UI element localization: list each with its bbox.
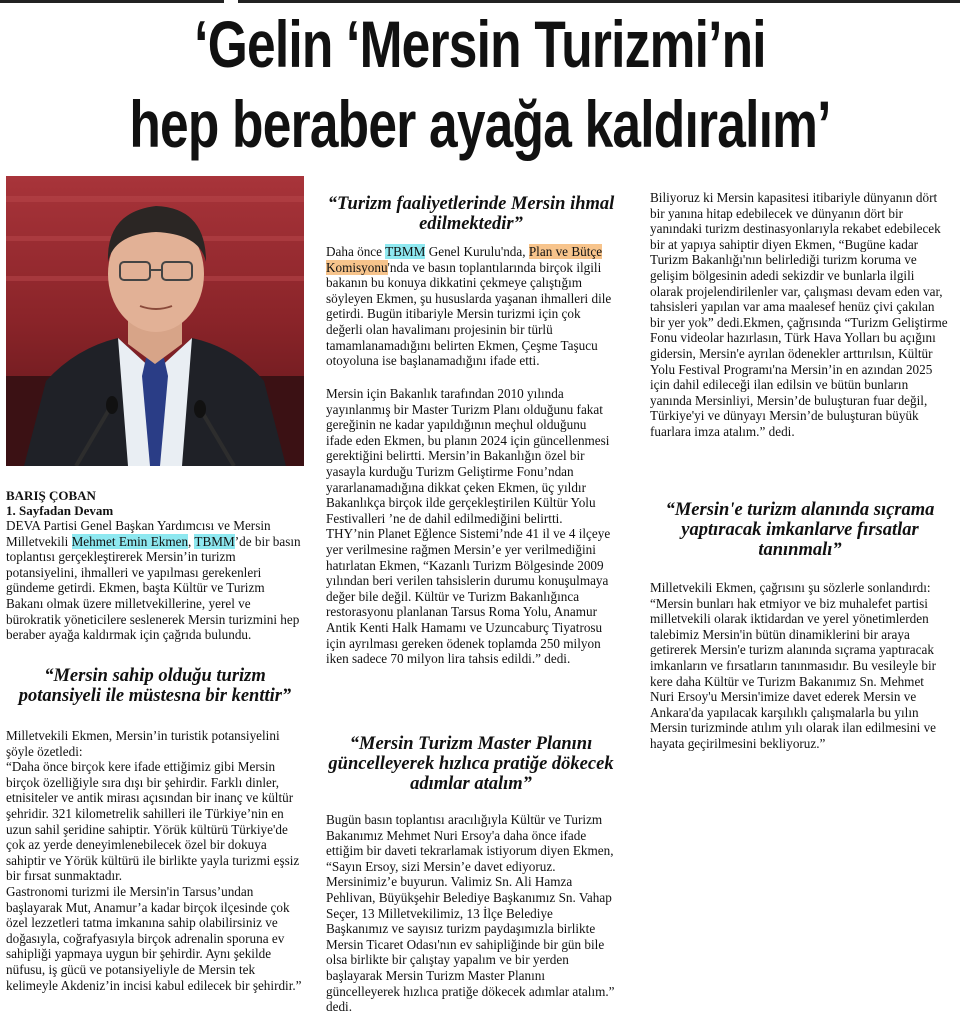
col2-text-b: Genel Kurulu'nda, [425,244,529,259]
col3-bottom: Milletvekili Ekmen, çağrısını şu sözlerle sonlandırdı: “Mersin bunları hak etmiyor ve biz muhalefet partisi milletvekili olarak iktidardan ve yerel yönetimlerden talebimiz Mersin'in bütün dinamiklerini bir araya getirerek Mersin'e turizm alanında sıçrama yaptıracak imkanların ve fırsatların tanınmasıdır. Bu vesileyle bir kere daha Kültür ve Turizm Bakanımız Sn. Mehmet Nuri Ersoy'u Mersin'imize davet ederek Mersin ve Ankara'da yapılacak karşılıklı çalışmalarla bu yılın Mersin turizminde atılım yılı olarak ilan edilmesini ve hayata geçirilmesini bekliyoruz.” [650,580,937,751]
col1-body: Milletvekili Ekmen, Mersin’in turistik potansiyelini şöyle özetledi: “Daha önce birçok kere ifade ettiğimiz gibi Mersin birçok özelliğiyle sıra dışı bir şehirdir. Farklı dinler, etnisiteler ve antik mirası açısından bir inanç ve kültür şehridir. 321 kilometrelik sahilleri ile Türkiye’nin en uzun sahil şeridine sahiptir. Yörük kültürü Türkiye'de çok az yerde deneyimlenebilecek özel bir dokuya sahiptir ve Yörük kültürü ile birlikte yayla turizmi eşsiz bir fırsat sunmaktadır. Gastronomi turizmi ile Mersin'in Tarsus’undan başlayarak Mut, Anamur’a kadar birçok ilçesinde çok özel lezzetleri tatma imkanına sahip olabilirsiniz ve doğasıyla, coğrafyasıyla birçok adrenalin sporuna ev sahipliği yapmaya uygun bir şehirdir. Aynı şekilde nüfusu, iş gücü ve potansiyeliyle de Mersin tek kelimeyle Akdeniz’in incisi kabul edilecek bir şehirdir.” [6,728,302,993]
byline [6,488,304,518]
person-portrait-icon [6,176,304,466]
col2-paragraph-1 [326,244,616,369]
subheading-1: “Mersin sahip olduğu turizm potansiyeli ile müstesna bir kenttir” [18,666,292,706]
headline-line-1: ‘Gelin ‘Mersin Turizmi’ni [194,7,766,81]
col2-text-c: 'nda ve basın toplantılarında birçok ilgili bakanın bu konuya dikkatini çekmeye çalıştığım söyleyen Ekmen, şu hususlarda yaşanan ihmalleri dile getirdi. Bugün itibariyle Mersin turizmi için çok değerli olan havalimanı projesinin bir türlü tamamlanamadığını belirten Ekmen, Çeşme Taşucu otoyoluna ise başlanamadığını ifade etti. [326,259,612,369]
subheading-4: “Mersin'e turizm alanında sıçrama yaptıracak imkanlarve fırsatlar tanınmalı” [665,500,935,560]
intro-org-highlight: TBMM [194,533,235,549]
subheading-2: “Turizm faaliyetlerinde Mersin ihmal edilmektedir” [327,194,615,234]
col2-text-a: Daha önce [326,244,386,259]
col3-top: Biliyoruz ki Mersin kapasitesi itibariyle dünyanın dört bir yanına hitap edebilecek ve dünyanın dört bir yanındaki turizm destinasyonlarıyla rekabet edebilecek bir at yapıya sahiptir diyen Ekmen, “Bugüne kadar Turizm Bakanlığı'nın belirlediği turizm koruma ve gelişim bölgesinin adedi sekizdir ve bunlarla ilgili olarak projelendirilenler var, çalışması devam eden var, tahsisleri yapılan var ama maalesef henüz çivi çakılan bir yer yok” dedi.Ekmen, çağrısında “Turizm Geliştirme Fonu videolar hazırlasın, Türk Hava Yolları bu açığını gidersin, Mersin'e ayrılan ödenekler arttırılsın, Kültür Yolu Festival Programı'na Mersin’in en azından 2025 için dahil edileceği ilan edilsin ve bütün bunların yanında Mersinliyi, Mersin’de buluşturan fuar değil, Türkiye'yi ve dünyayı Mersin’de buluşturan büyük fuarlara imza atalım.” dedi. [650,190,948,439]
col2-bottom: Bugün basın toplantısı aracılığıyla Kültür ve Turizm Bakanımız Mehmet Nuri Ersoy'a daha önce ifade ettiğim bir daveti tekrarlamak istiyorum diyen Ekmen, “Sayın Ersoy, sizi Mersin’e davet ediyoruz. Mersinimiz’e buyurun. Valimiz Sn. Ali Hamza Pehlivan, Büyükşehir Belediye Başkanımız Sn. Vahap Seçer, 13 Milletvekilimiz, 13 İlçe Belediye Başkanımız ve sayısız turizm paydaşımızla birlikte Mersin Ticaret Odası'nın ev sahipliğinde bir gün bile olsa birlikte bir çalıştay yapalım ve bir yerden başlayarak Mersin Turizm Master Planını güncelleyerek hızlıca pratiğe dökecek adımlar atalım.” dedi. [326,812,615,1015]
intro-text-after: ’de bir basın toplantısı gerçekleştirerek Mersin’in turizm potansiyelini, ihmalleri ve yapılması gerekenleri gündeme getirdi. Ekmen, başta Kültür ve Turizm Bakanı olmak üzere milletvekillerine, yerel ve bürokratik yöneticilere seslenerek Mersin turizmini hep beraber ayağa kaldırmak için çağrıda bulundu. [6,533,301,643]
intro-text-before: DEVA Partisi Genel Başkan Yardımcısı ve Mersin Milletvekili [6,518,271,549]
intro-name-highlight: Mehmet Emin Ekmen [71,533,189,549]
subheading-3: “Mersin Turizm Master Planını güncelleyerek hızlıca pratiğe dökecek adımlar atalım” [328,734,614,794]
top-rule-right [238,0,960,3]
col2-body: Mersin için Bakanlık tarafından 2010 yılında yayınlanmış bir Master Turizm Planı olduğunu fakat gereğinin ne kadar yapıldığının meçhul olduğunu ifade eden Ekmen, bu planın 2024 için güncellenmesi gerektiğini belirtti. Mersin’in Bakanlığın özel bir yasayla kurduğu Turizm Geliştirme Fonu’ndan yararlanamadığına dikkat çeken Ekmen, üç yıldır Bakanlıkça birçok ilde gerçekleştirilen Kültür Yolu Festivalleri ’ne de dahil edilmediğini belirtti. THY’nin Planet Eğlence Sistemi’nde 41 il ve 4 ilçeye yer verilmesine rağmen Mersin’e yer verilmediğini hatırlatan Ekmen, “Kazanlı Turizm Bölgesinde 2009 yılından beri verilen tahsislerin durumu konuşulmaya değer bile değil. Kültür ve Turizm Bakanlığınca restorasyonu planlanan Tarsus Roma Yolu, Anamur Antik Kenti Halk Hamamı ve Uzuncaburç Tiyatrosu için ayrılması gereken ödenek toplamda 250 milyon iken sadece 70 milyon lira tahsis edildi.” dedi. [326,386,611,667]
continued-label: 1. Sayfadan Devam [6,503,114,518]
headline-line-2: hep beraber ayağa kaldıralım’ [129,87,831,161]
top-rule-left [0,0,224,3]
intro-sep: , [188,533,195,549]
intro-paragraph [6,518,304,643]
headline [106,4,855,164]
tbmm-highlight: TBMM [385,244,426,259]
plan-butce-highlight: Plan ve Bütçe Komisyonu [326,244,603,275]
author-name: BARIŞ ÇOBAN [6,488,96,503]
